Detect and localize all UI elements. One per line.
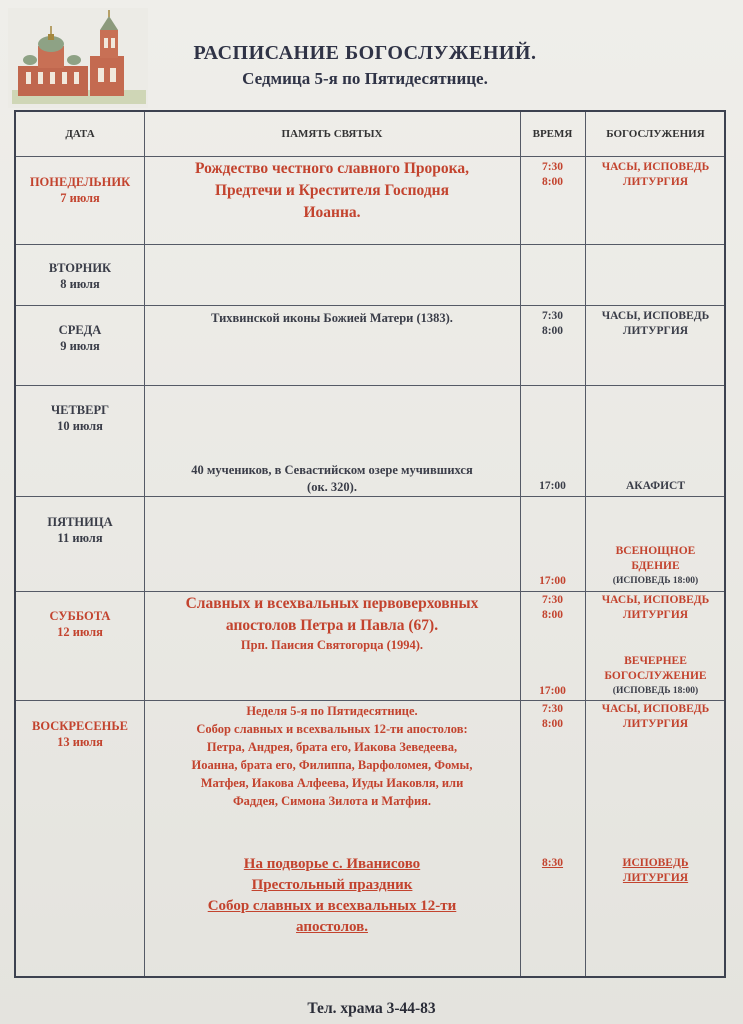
memory-wednesday: Тихвинской иконы Божией Матери (1383). (211, 311, 453, 325)
memory-thursday: 40 мучеников, в Севастийском озере мучившихся (ок. 320). (191, 463, 473, 494)
time-sunday-special: 8:30 (541, 857, 564, 869)
services-saturday-evening: ВЕЧЕРНЕЕ БОГОСЛУЖЕНИЕ (ИСПОВЕДЬ 18:00) (604, 655, 707, 696)
table-row-wednesday-date: СРЕДА 9 июля (58, 323, 102, 353)
services-saturday: ЧАСЫ, ИСПОВЕДЬ ЛИТУРГИЯ (601, 594, 710, 621)
day-date: 7 июля (60, 191, 100, 205)
time-thursday: 17:00 (539, 480, 566, 492)
time-friday: 17:00 (539, 575, 566, 587)
schedule-table (14, 110, 726, 978)
table-row-tuesday-date: ВТОРНИК 8 июля (48, 261, 112, 291)
services-friday: ВСЕНОЩНОЕ БДЕНИЕ (ИСПОВЕДЬ 18:00) (612, 545, 699, 586)
time-monday: 7:30 8:00 (541, 161, 564, 188)
church-illustration (8, 8, 148, 108)
phone-footer: Тел. храма 3-44-83 (307, 1000, 436, 1017)
table-row-saturday-date: СУББОТА 12 июля (49, 609, 111, 639)
column-header-memory: ПАМЯТЬ СВЯТЫХ (281, 128, 383, 140)
services-sunday-special: ИСПОВЕДЬ ЛИТУРГИЯ (622, 857, 689, 884)
table-row-sunday-date: ВОСКРЕСЕНЬЕ 13 июля (32, 719, 128, 749)
column-header-services: БОГОСЛУЖЕНИЯ (606, 128, 705, 140)
column-header-date: ДАТА (65, 128, 95, 140)
time-saturday: 7:30 8:00 (541, 594, 564, 621)
services-sunday: ЧАСЫ, ИСПОВЕДЬ ЛИТУРГИЯ (601, 703, 710, 730)
memory-monday: Рождество честного славного Пророка, Предтечи и Крестителя Господня Иоанна. (194, 160, 469, 221)
time-sunday: 7:30 8:00 (541, 703, 564, 730)
memory-saturday: Славных и всехвальных первоверховных апостолов Петра и Павла (67). (185, 595, 479, 634)
services-wednesday: ЧАСЫ, ИСПОВЕДЬ ЛИТУРГИЯ (601, 310, 710, 337)
day-name: ПОНЕДЕЛЬНИК (29, 175, 131, 189)
table-row-monday-date (16, 174, 144, 206)
table-row-friday-date: ПЯТНИЦА 11 июля (47, 515, 113, 545)
services-thursday: АКАФИСТ (625, 480, 686, 492)
table-row-thursday-date: ЧЕТВЕРГ 10 июля (50, 403, 110, 433)
page-header (150, 42, 580, 89)
page-title: РАСПИСАНИЕ БОГОСЛУЖЕНИЙ. (193, 42, 537, 64)
column-header-time: ВРЕМЯ (532, 128, 573, 140)
memory-sunday-special: На подворье с. Иванисово Престольный праздник Собор славных и всехвальных 12-ти апостолов. (207, 856, 457, 935)
memory-sunday: Неделя 5-я по Пятидесятнице. Собор славных и всехвальных 12-ти апостолов: Петра, Андрея, брата его, Иакова Зеведеева, Иоанна, брата его, Филиппа, Варфоломея, Фомы, Матфея, Иакова Алфеева, Иуды Иаковля, или Фаддея, Симона Зилота и Матфия. (191, 704, 473, 808)
page-subtitle: Седмица 5-я по Пятидесятнице. (242, 69, 488, 88)
services-monday: ЧАСЫ, ИСПОВЕДЬ ЛИТУРГИЯ (601, 161, 710, 188)
memory-saturday-extra: Прп. Паисия Святогорца (1994). (240, 638, 424, 652)
time-saturday-evening: 17:00 (539, 685, 566, 697)
time-wednesday: 7:30 8:00 (541, 310, 564, 337)
